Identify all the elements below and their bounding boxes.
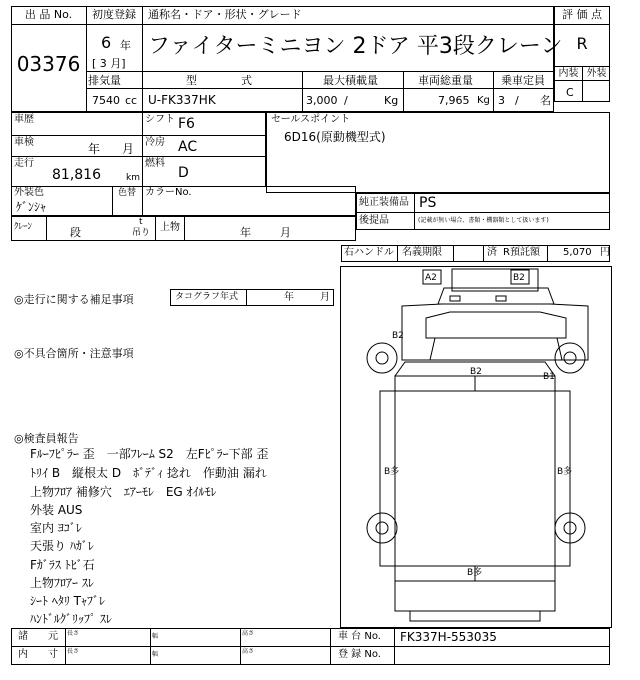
tachograph-label: タコグラフ年式: [175, 292, 239, 302]
damage-mark: A2: [425, 273, 437, 283]
max-load-label: 最大積載量: [323, 74, 378, 87]
displacement-unit: cc: [125, 94, 138, 107]
lot-number: 03376: [16, 52, 81, 76]
capacity-label: 乗車定員: [501, 74, 545, 87]
steering-value: 右ハンドル: [344, 247, 394, 258]
max-load-value: 3,000: [306, 94, 338, 107]
shift-value: F6: [178, 116, 195, 132]
mileage-label: 走行: [14, 158, 34, 169]
length-label: 長さ: [67, 648, 80, 655]
damage-mark: B2: [470, 367, 482, 377]
recycle-amount: 5,070: [563, 247, 592, 258]
width-label: 幅: [152, 633, 159, 640]
name-label: 通称名・ドア・形状・グレード: [148, 8, 302, 21]
model-value: U-FK337HK: [148, 93, 216, 107]
dims-label: 諸 元: [18, 631, 58, 642]
lot-label: 出 品 No.: [24, 8, 73, 21]
max-load-unit: Kg: [384, 94, 399, 107]
inspector-line: 天張り ﾊｶﾞﾚ: [30, 539, 94, 553]
score-value: R: [576, 34, 588, 53]
equipment-label: 純正装備品: [359, 197, 409, 208]
sales-point-value: 6D16(原動機型式): [284, 130, 386, 144]
registration-label: 登 録 No.: [338, 649, 381, 660]
recycle-label: R預託額: [503, 247, 540, 258]
model-label: 型 式: [186, 74, 252, 87]
fuel-label: 燃料: [145, 158, 165, 169]
defects-title: ◎不具合箇所・注意事項: [14, 347, 134, 360]
color-no-label: カラーNo.: [145, 187, 192, 198]
transfer-label: 名義期限: [402, 247, 442, 258]
ac-label: 冷房: [145, 137, 165, 148]
color-code-label: 色替: [118, 188, 137, 198]
inspector-line: 上物ﾌﾛｱｰ ｽﾚ: [30, 576, 94, 590]
chassis-label: 車 台 No.: [338, 631, 381, 642]
damage-marks: [384, 273, 572, 578]
gross-weight-unit: Kg: [477, 95, 490, 106]
damage-mark: B多: [384, 467, 400, 477]
damage-mark: B2: [513, 273, 525, 283]
damage-mark: B多: [557, 467, 573, 477]
tax-label: 済: [487, 247, 497, 258]
fuel-value: D: [178, 165, 189, 181]
crane-year-unit: 年: [240, 226, 251, 239]
aftermarket-note: (記載が無い場合、書類・機器類として扱います): [418, 217, 549, 224]
crane-label: ｸﾚｰﾝ: [14, 222, 33, 232]
exterior-label: 外装: [586, 68, 607, 79]
damage-mark: B多: [467, 568, 483, 578]
chassis-number: FK337H-553035: [400, 630, 497, 644]
inspection-label: 車検: [14, 137, 34, 148]
interior-score: C: [566, 86, 574, 99]
tachograph-month-unit: 月: [320, 292, 330, 303]
crane-boom-label: 上物: [160, 222, 180, 233]
inspector-line: Fﾙｰﾌﾋﾟﾗｰ 歪 一部ﾌﾚｰﾑ S2 左Fﾋﾟﾗｰ下部 歪: [30, 447, 269, 461]
recycle-unit: 円: [600, 247, 610, 258]
inspection-year-unit: 年: [88, 142, 101, 156]
first-reg-year: 6: [101, 33, 112, 52]
height-label: 高さ: [242, 630, 255, 637]
inspection-month-unit: 月: [122, 142, 135, 156]
crane-t-unit: t: [139, 217, 143, 227]
truck-damage-diagram: [340, 266, 612, 628]
crane-month-unit: 月: [280, 226, 291, 239]
capacity-sep: /: [515, 94, 519, 107]
tachograph-year-unit: 年: [284, 292, 294, 303]
displacement-value: 7540: [92, 94, 120, 107]
aftermarket-label: 後提品: [359, 215, 389, 226]
gross-weight-value: 7,965: [438, 94, 470, 107]
gross-weight-label: 車両総重量: [418, 74, 473, 87]
driving-notes-title: ◎走行に関する補足事項: [14, 293, 134, 306]
inspector-title: ◎検査員報告: [14, 432, 79, 445]
interior-dims-label: 内 寸: [18, 649, 58, 660]
first-reg-month: [ 3 月]: [92, 57, 126, 70]
inspector-line: 室内 ﾖｺﾞﾚ: [30, 521, 82, 535]
width-label: 幅: [152, 651, 159, 658]
inspector-line: 上物ﾌﾛｱ 補修穴 ｴｱｰﾓﾚ EG ｵｲﾙﾓﾚ: [30, 485, 217, 499]
damage-mark: B1: [543, 372, 555, 382]
vehicle-name: ファイターミニヨン 2ドア 平3段クレーン: [148, 34, 563, 59]
capacity-value: 3: [498, 94, 505, 107]
shift-label: シフト: [145, 114, 175, 125]
interior-label: 内装: [558, 68, 579, 79]
damage-mark: B2: [392, 331, 404, 341]
displacement-label: 排気量: [88, 74, 121, 87]
inspector-line: ﾊﾝﾄﾞﾙｸﾞﾘｯﾌﾟ ｽﾚ: [30, 612, 112, 626]
exterior-color-value: ｹﾞﾝｼｬ: [16, 200, 47, 214]
length-label: 長さ: [67, 630, 80, 637]
max-load-sep: /: [344, 94, 348, 107]
inspector-line: ｼｰﾄ ﾍﾀﾘ Tｬﾌﾞﾚ: [30, 594, 105, 608]
capacity-unit: 名: [540, 94, 551, 107]
sales-point-label: セールスポイント: [271, 114, 351, 125]
history-label: 車歴: [14, 114, 34, 125]
first-reg-label: 初度登録: [92, 8, 136, 21]
inspector-line: 外装 AUS: [30, 503, 83, 517]
mileage-value: 81,816: [52, 167, 101, 183]
crane-stage-unit: 段: [70, 226, 81, 239]
inspector-line: ﾄﾘｲ B 縦根太 D ﾎﾞﾃﾞｨ 捻れ 作動油 漏れ: [30, 466, 267, 480]
equipment-value: PS: [419, 195, 437, 211]
crane-hoist-unit: 吊り: [132, 228, 151, 238]
ac-value: AC: [178, 139, 198, 155]
exterior-color-label: 外装色: [14, 187, 44, 198]
mileage-unit: km: [126, 173, 140, 183]
inspector-line: Fｶﾞﾗｽ ﾄﾋﾞ石: [30, 558, 95, 572]
height-label: 高さ: [242, 648, 255, 655]
score-label: 評 価 点: [562, 8, 602, 21]
year-unit: 年: [120, 39, 131, 52]
